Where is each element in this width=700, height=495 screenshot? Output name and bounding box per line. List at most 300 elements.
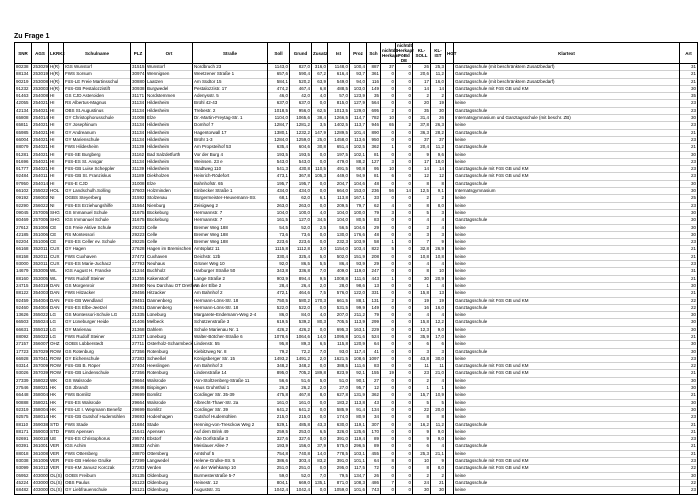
- table-cell: 26,3: [431, 122, 446, 129]
- table-cell: Laatzen: [146, 78, 193, 85]
- table-cell: WK: [49, 377, 64, 384]
- table-cell: 256022: [33, 202, 49, 208]
- table-row: [15, 414, 698, 421]
- table-cell: 23: [680, 355, 698, 362]
- table-cell: 0: [381, 333, 396, 340]
- table-cell: 351006: [33, 224, 49, 230]
- cell-hgt: [446, 231, 454, 238]
- table-cell: 10: [381, 166, 396, 173]
- cell-hgt: [446, 465, 454, 472]
- table-row: [15, 487, 698, 494]
- table-cell: 361012: [33, 465, 49, 471]
- table-row: [15, 129, 698, 136]
- table-cell: 449,0: [328, 173, 350, 180]
- table-cell: Lindenstraße 14: [193, 370, 268, 377]
- table-cell: 93314: [15, 363, 32, 370]
- table-cell: 0,0: [312, 304, 328, 311]
- table-cell: 51,0: [328, 377, 350, 384]
- table-cell: Langwedel: [146, 458, 193, 465]
- table-cell: 92484: [15, 173, 32, 180]
- table-cell: 28,2: [431, 129, 446, 136]
- cell-hgt: [446, 78, 454, 85]
- table-cell: 630,0: [328, 421, 350, 428]
- table-cell: HI: [49, 115, 64, 122]
- table-cell: 88171: [15, 428, 32, 435]
- table-cell: 41: [367, 348, 381, 355]
- table-cell: 330,4: [268, 253, 290, 260]
- table-cell: 0: [396, 421, 413, 428]
- table-cell: 9,5: [312, 275, 328, 282]
- cell-hgt: [446, 472, 454, 479]
- table-cell: keine: [454, 392, 680, 399]
- table-cell: 79,2: [268, 348, 290, 355]
- table-cell: 103,9: [350, 239, 367, 246]
- table-cell: 2: [381, 107, 396, 114]
- table-cell: 750,5: [268, 297, 290, 304]
- table-cell: 0: [381, 151, 396, 158]
- table-cell: 30: [680, 472, 698, 479]
- table-cell: 21: [680, 144, 698, 151]
- table-cell: 34,5: [312, 217, 328, 224]
- table-cell: 170: [367, 428, 381, 435]
- table-cell: Helene-Grulke-Str. 5: [193, 458, 268, 465]
- table-cell: 211,2: [350, 312, 367, 319]
- table-cell: HK: [49, 406, 64, 413]
- table-cell: Ganztagsschule: [454, 304, 680, 311]
- table-cell: 05952: [15, 472, 32, 479]
- table-cell: 2: [381, 297, 396, 304]
- table-cell: 14,0: [312, 333, 328, 340]
- table-cell: 23: [680, 107, 698, 114]
- table-cell: 30: [680, 115, 698, 122]
- table-cell: CUX: [49, 253, 64, 260]
- table-cell: 09045: [15, 209, 32, 216]
- table-cell: 1281,2: [290, 122, 312, 129]
- cell-hgt: [446, 136, 454, 143]
- table-cell: HI: [49, 122, 64, 129]
- table-cell: 21: [680, 392, 698, 399]
- table-cell: Buchholz: [146, 268, 193, 275]
- table-cell: DAN: [49, 290, 64, 297]
- table-cell: FWS Rudolf Steiner: [64, 333, 131, 340]
- table-cell: 822: [367, 246, 381, 253]
- table-cell: 125,6: [350, 428, 367, 435]
- table-cell: 520,2: [290, 78, 312, 85]
- table-cell: 20,9: [431, 275, 446, 282]
- table-cell: Neu Darchau OT Drethem: [147, 282, 200, 288]
- table-cell: 4: [431, 282, 446, 289]
- table-cell: 135,1: [312, 479, 328, 486]
- table-cell: 263,0: [290, 202, 312, 209]
- table-cell: 0: [396, 333, 413, 340]
- table-cell: 104,0: [328, 209, 350, 216]
- table-cell: 65808: [15, 115, 32, 122]
- table-cell: 664,0: [328, 188, 350, 195]
- table-cell: 355022: [33, 312, 49, 318]
- table-cell: GY Hagen: [64, 246, 131, 253]
- table-cell: 0: [381, 465, 396, 472]
- table-cell: 254021: [33, 107, 49, 113]
- table-cell: 1: [413, 282, 431, 289]
- table-cell: 0: [381, 93, 396, 100]
- table-cell: 0: [381, 253, 396, 260]
- table-cell: 29699: [132, 406, 145, 412]
- table-cell: 9,0: [431, 428, 446, 435]
- table-cell: 127,9: [350, 100, 367, 107]
- table-body: [15, 64, 698, 495]
- table-cell: 21: [680, 333, 698, 340]
- table-row: [15, 399, 698, 406]
- table-cell: 79,7: [350, 202, 367, 209]
- table-cell: 705,2: [290, 370, 312, 377]
- cell-hgt: [446, 224, 454, 231]
- table-cell: 0,0: [312, 436, 328, 443]
- table-cell: FöS-ES St. Ansgar: [64, 158, 131, 165]
- table-cell: 251,0: [268, 465, 290, 472]
- table-cell: 1491,2: [290, 355, 312, 362]
- table-cell: 31134: [132, 129, 145, 135]
- table-row: [15, 421, 698, 428]
- table-cell: 1078,6: [268, 333, 290, 340]
- table-cell: keine: [454, 100, 680, 107]
- table-cell: 30: [680, 180, 698, 187]
- table-cell: 30: [680, 399, 698, 406]
- table-cell: 31134: [132, 158, 145, 164]
- table-cell: 254021: [33, 136, 49, 142]
- table-cell: 66503: [15, 319, 32, 326]
- table-cell: FöS-GB Wendland: [64, 297, 131, 304]
- table-cell: Am Propsteihof 53: [193, 144, 268, 151]
- table-cell: 263,0: [268, 202, 290, 209]
- cell-hgt: [446, 348, 454, 355]
- table-cell: HI: [49, 166, 64, 173]
- cell-hgt: [446, 275, 454, 282]
- cell-hgt: [446, 180, 454, 187]
- table-cell: 10,8: [413, 253, 431, 260]
- table-cell: 1115,8: [268, 246, 290, 253]
- table-cell: 28,4: [268, 282, 290, 289]
- table-cell: 778,5: [328, 450, 350, 457]
- table-cell: 31134: [132, 122, 145, 128]
- table-cell: 0: [381, 282, 396, 289]
- table-cell: 754,8: [268, 450, 290, 457]
- table-cell: 15,7: [413, 392, 431, 399]
- table-cell: 29574: [132, 436, 145, 442]
- table-cell: 1232,2: [290, 129, 312, 136]
- table-cell: FöS-ES Marie-Juchacz: [64, 261, 131, 268]
- table-cell: 88,1: [350, 297, 367, 304]
- table-cell: 119,0: [350, 268, 367, 275]
- table-cell: 80,9: [350, 414, 367, 421]
- table-cell: 8: [413, 465, 431, 472]
- table-cell: 3,0: [312, 246, 328, 253]
- table-cell: Weinsen. 23 e: [193, 158, 268, 165]
- table-cell: 103,0: [350, 85, 367, 92]
- table-cell: Wennigsen: [146, 71, 193, 78]
- table-cell: 651,4: [328, 144, 350, 151]
- table-cell: 295,0: [328, 465, 350, 472]
- table-cell: 5: [413, 399, 431, 406]
- table-cell: 99,9: [350, 304, 367, 311]
- table-cell: Bomlitz: [146, 406, 193, 413]
- table-cell: 92319: [15, 406, 32, 413]
- table-cell: 1: [431, 385, 446, 392]
- table-cell: GY Christophorusschule: [64, 115, 131, 122]
- table-cell: GY Eichenschule: [64, 355, 131, 362]
- table-cell: 42185: [15, 231, 32, 238]
- table-cell: Hagentorwall 17: [193, 129, 268, 136]
- table-cell: 358021: [33, 385, 49, 391]
- table-cell: An der Elbe 2: [193, 282, 268, 289]
- table-cell: Bad Salzdetfurth: [146, 151, 193, 158]
- table-cell: 37603: [132, 188, 145, 194]
- table-cell: Ganztagsschule mit FöS GB und KM: [454, 370, 680, 377]
- table-cell: 30: [431, 487, 446, 494]
- table-cell: 0,0: [312, 465, 328, 472]
- table-cell: 5: [413, 209, 431, 216]
- table-cell: 7: [381, 479, 396, 486]
- table-cell: 1266,5: [328, 115, 350, 122]
- table-cell: Haus Gruhnthal 1: [193, 385, 268, 392]
- table-cell: Henning-von-Tresckow Weg 2: [193, 421, 268, 428]
- table-cell: IGS August H. Francke: [64, 268, 131, 275]
- table-cell: 58: [367, 239, 381, 246]
- table-cell: 9: [431, 458, 446, 465]
- table-cell: 403000: [33, 472, 49, 478]
- table-cell: 35: [413, 107, 431, 114]
- table-cell: 2,0: [312, 282, 328, 289]
- table-cell: 21: [680, 370, 698, 377]
- table-cell: 0: [396, 100, 413, 107]
- table-cell: 21335: [132, 312, 145, 318]
- table-cell: 362: [367, 392, 381, 399]
- table-cell: HI: [49, 173, 64, 180]
- table-row: [15, 107, 698, 114]
- table-cell: 215,0: [290, 414, 312, 421]
- table-row: [15, 436, 698, 443]
- table-cell: 209,5: [328, 202, 350, 209]
- table-row: [15, 166, 698, 173]
- table-cell: Königsberger Str. 15: [193, 355, 268, 362]
- table-row: [15, 326, 698, 333]
- table-cell: 0: [396, 363, 413, 370]
- table-cell: 116: [367, 78, 381, 85]
- table-cell: 0: [381, 399, 396, 406]
- table-cell: 122,0: [350, 290, 367, 297]
- col-header: HGT: [446, 43, 454, 64]
- table-cell: 26: [413, 64, 431, 71]
- table-cell: 163,1: [350, 326, 367, 333]
- table-cell: 7,5: [312, 290, 328, 297]
- table-cell: 38,4: [312, 115, 328, 122]
- cell-hgt: [446, 312, 454, 319]
- table-cell: 108,3: [350, 479, 367, 486]
- table-cell: VER: [49, 443, 64, 450]
- table-cell: 113,6: [350, 136, 367, 143]
- table-cell: 19: [381, 370, 396, 377]
- table-cell: 90888: [15, 399, 32, 406]
- table-cell: 21: [680, 450, 698, 457]
- table-cell: 0,0: [312, 414, 328, 421]
- table-cell: 129,0: [350, 107, 367, 114]
- table-cell: 0: [396, 414, 413, 421]
- table-cell: keine: [454, 268, 680, 275]
- table-row: [15, 100, 698, 107]
- table-cell: GY Liebfrauenschule: [64, 487, 131, 494]
- table-cell: 54,5: [268, 224, 290, 231]
- table-cell: 22: [680, 363, 698, 370]
- table-cell: 1402,5: [328, 122, 350, 129]
- table-cell: 59,0: [268, 472, 290, 479]
- table-cell: Cordinger Str. 35-39: [193, 392, 268, 399]
- table-cell: 0: [396, 355, 413, 362]
- table-cell: 104,0: [328, 217, 350, 224]
- table-cell: 1284,7: [268, 122, 290, 129]
- table-cell: 29490: [132, 282, 145, 288]
- table-cell: 479,0: [328, 158, 350, 165]
- table-cell: 20,0: [431, 406, 446, 413]
- table-cell: 66448: [15, 392, 32, 399]
- table-cell: 6,1: [312, 195, 328, 202]
- table-cell: NI: [49, 195, 64, 202]
- table-cell: 117,5: [350, 465, 367, 472]
- cell-hgt: [446, 297, 454, 304]
- table-cell: 27383: [132, 355, 145, 361]
- table-cell: Burgwedel: [146, 85, 193, 92]
- table-cell: Auguststr. 31: [193, 487, 268, 494]
- table-row: [15, 472, 698, 479]
- table-row: [15, 304, 698, 311]
- table-cell: 29451: [132, 304, 145, 310]
- table-row: [15, 355, 698, 362]
- table-cell: Ganztagsschule: [454, 479, 680, 486]
- table-row: [15, 348, 698, 355]
- table-cell: 100,4: [350, 64, 367, 71]
- table-cell: 4: [413, 312, 431, 319]
- col-header: Straße: [193, 43, 268, 64]
- table-cell: 16,0: [431, 78, 446, 85]
- table-cell: FöS-GB Helene Grulke: [64, 458, 131, 465]
- table-cell: 20,4: [413, 144, 431, 151]
- table-cell: 361001: [33, 443, 49, 449]
- table-cell: 28,0: [328, 282, 350, 289]
- table-cell: 37,8: [413, 122, 431, 129]
- table-row: [15, 173, 698, 180]
- table-cell: 66928: [15, 355, 32, 362]
- table-cell: 23: [680, 166, 698, 173]
- table-cell: Ganztagsschule mit FöS GB und KM: [454, 465, 680, 472]
- table-cell: 0: [396, 487, 413, 494]
- table-cell: 657,6: [268, 71, 290, 78]
- table-cell: 80,3: [312, 319, 328, 326]
- table-cell: 4,0: [312, 312, 328, 319]
- table-cell: keine: [454, 428, 680, 435]
- table-cell: 6: [381, 173, 396, 180]
- table-cell: 254021: [33, 166, 49, 172]
- table-cell: Bremer Weg 188: [193, 239, 268, 246]
- table-cell: 100,0: [290, 209, 312, 216]
- table-cell: Ganztagsschule: [454, 129, 680, 136]
- table-row: [15, 144, 698, 151]
- table-cell: 0: [396, 129, 413, 136]
- table-row: [15, 188, 698, 195]
- table-cell: FöS-ES Erziehungshilfe: [64, 202, 131, 209]
- table-cell: 0: [381, 487, 396, 494]
- table-cell: keine: [454, 151, 680, 158]
- table-cell: 193,5: [290, 151, 312, 158]
- table-cell: 195,7: [268, 180, 290, 187]
- table-cell: 29664: [132, 399, 145, 405]
- table-cell: Am Bahnhof 3: [193, 363, 268, 370]
- table-cell: 1042,4: [290, 487, 312, 494]
- table-cell: 195,7: [290, 180, 312, 187]
- table-cell: Amtshof 5: [193, 450, 268, 457]
- table-cell: HK: [49, 392, 64, 399]
- table-cell: 635,4: [268, 144, 290, 151]
- table-row: [15, 370, 698, 377]
- table-cell: 353005: [33, 275, 49, 281]
- table-cell: SHG: [49, 217, 64, 224]
- table-cell: 564: [367, 100, 381, 107]
- table-cell: 170,3: [312, 297, 328, 304]
- table-cell: HI: [49, 93, 64, 100]
- table-cell: 1380,1: [268, 129, 290, 136]
- table-cell: 56,6: [268, 377, 290, 384]
- table-cell: 358021: [33, 399, 49, 405]
- table-cell: 14: [396, 188, 413, 195]
- table-cell: 3,5: [312, 122, 328, 129]
- table-cell: WL: [49, 275, 64, 282]
- table-cell: 434,0: [290, 188, 312, 195]
- table-cell: 890: [367, 129, 381, 136]
- table-cell: 108,6: [350, 355, 367, 362]
- table-cell: FWS Ottersberg: [64, 450, 131, 457]
- table-cell: 17,0: [431, 333, 446, 340]
- table-cell: 827,0: [290, 64, 312, 71]
- table-cell: 472,1: [268, 290, 290, 297]
- table-cell: 26135: [132, 472, 145, 478]
- table-cell: 17723: [15, 348, 32, 355]
- table-cell: 26121: [132, 487, 145, 493]
- table-row: [15, 428, 698, 435]
- table-cell: 31592: [132, 195, 145, 201]
- table-cell: 30: [680, 385, 698, 392]
- table-cell: keine: [454, 122, 680, 129]
- table-cell: 539,2: [290, 319, 312, 326]
- table-cell: 37: [381, 64, 396, 71]
- col-header: Schulname: [64, 43, 131, 64]
- table-cell: 42055: [15, 100, 32, 107]
- table-row: [15, 406, 698, 413]
- col-header: Soll: [268, 43, 290, 64]
- table-cell: 604,6: [290, 144, 312, 151]
- table-row: [15, 158, 698, 165]
- table-cell: Ganztagsschule mit FöS GB und KM: [454, 297, 680, 304]
- table-cell: 443: [367, 275, 381, 282]
- table-cell: 30,8: [312, 144, 328, 151]
- table-cell: 4: [381, 202, 396, 209]
- table-cell: 464,6: [290, 290, 312, 297]
- table-cell: 30: [680, 231, 698, 238]
- table-cell: 804,1: [268, 479, 290, 486]
- table-cell: 92,1: [350, 370, 367, 377]
- table-cell: FöS-SE Burgberg: [64, 151, 131, 158]
- table-cell: 352011: [33, 261, 48, 267]
- table-cell: keine: [454, 377, 680, 384]
- table-cell: 0: [396, 144, 413, 151]
- table-cell: 35: [367, 93, 381, 100]
- table-cell: OL(S): [50, 472, 63, 478]
